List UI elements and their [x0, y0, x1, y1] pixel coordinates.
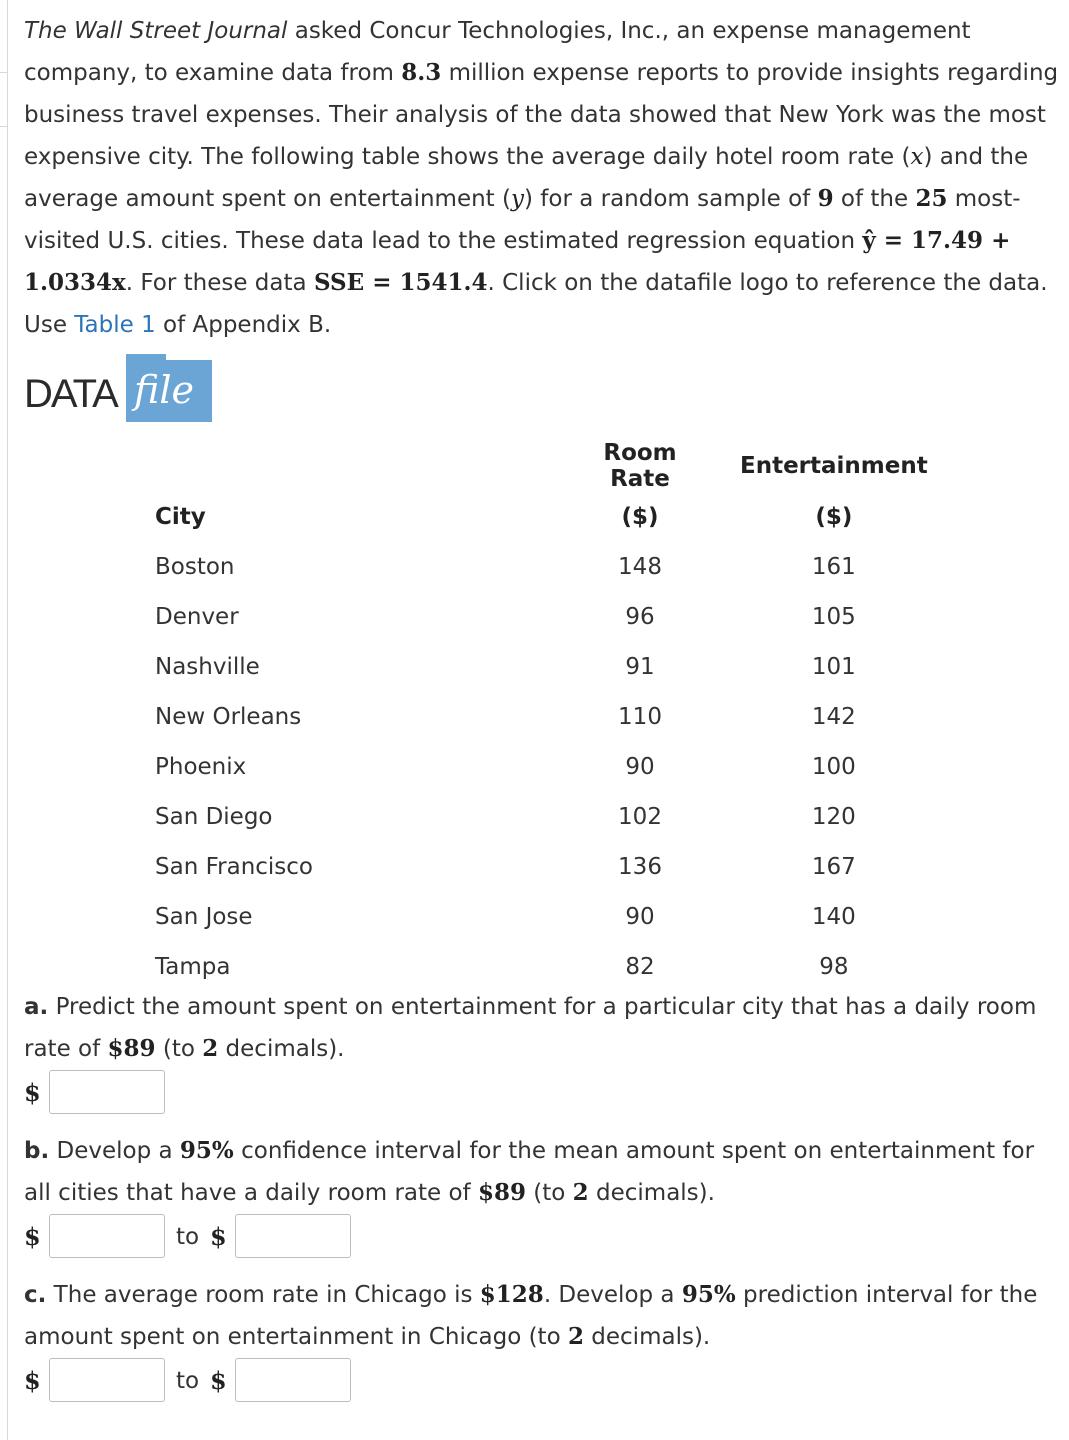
intro-text: . Click on the datafile logo to reference the data. Use	[24, 270, 1048, 338]
part-b-question	[24, 1130, 1054, 1214]
cell-room-rate: 136	[618, 854, 662, 880]
var-y: y	[511, 186, 524, 212]
table-row	[131, 892, 928, 942]
part-a-input[interactable]	[49, 1070, 165, 1114]
part-c-upper-input[interactable]	[235, 1358, 351, 1402]
part-text: (to	[525, 1180, 573, 1206]
cell-city: Phoenix	[155, 754, 247, 780]
intro-text: . For these data	[125, 270, 314, 296]
part-b-label: b.	[24, 1138, 50, 1164]
cell-room-rate: 96	[625, 604, 655, 630]
left-border-tick	[0, 72, 8, 73]
regression-equation: ŷ = 17.49 + 1.0334x	[24, 227, 1011, 296]
cell-entertainment: 100	[811, 754, 856, 780]
part-text: . Develop a	[543, 1282, 682, 1308]
part-c-label: c.	[24, 1282, 47, 1308]
to-label: to	[176, 1224, 200, 1250]
table-row	[131, 592, 928, 642]
intro-text: of Appendix B.	[155, 312, 332, 338]
cell-room-rate: 102	[618, 804, 662, 830]
question-content	[24, 10, 1064, 416]
header-empty	[131, 440, 575, 492]
intro-text: million expense reports to provide insights regarding business travel expenses. Their analysis of the data showed that New York was the most expensive city. The following table shows the average daily hotel room rate (	[24, 60, 1059, 170]
part-text: (to	[155, 1036, 203, 1062]
cell-city: New Orleans	[155, 704, 302, 730]
header-entertainment: Entertainment	[740, 453, 928, 479]
part-text: Develop a	[49, 1138, 180, 1164]
datafile-logo[interactable]	[24, 358, 234, 428]
dollar-sign: $	[210, 1222, 227, 1251]
decimals-value: 2	[572, 1179, 589, 1206]
part-a-label: a.	[24, 994, 49, 1020]
confidence-value: 95%	[179, 1137, 234, 1164]
part-c-question	[24, 1274, 1054, 1358]
dollar-sign: $	[24, 1366, 41, 1395]
table-row	[131, 692, 928, 742]
header-room-unit: ($)	[621, 504, 659, 530]
cell-entertainment: 120	[811, 804, 856, 830]
part-c-lower-input[interactable]	[49, 1358, 165, 1402]
dollar-sign: $	[24, 1078, 41, 1107]
header-room-rate: Room Rate	[603, 440, 677, 492]
cell-city: Tampa	[155, 954, 231, 980]
sse-value: SSE = 1541.4	[313, 269, 488, 296]
reports-count: 8.3	[401, 59, 442, 86]
part-b-upper-input[interactable]	[235, 1214, 351, 1258]
header-row-bottom	[131, 492, 928, 542]
cell-city: Boston	[155, 554, 235, 580]
part-text: decimals).	[588, 1180, 715, 1206]
cell-city: San Jose	[155, 904, 253, 930]
left-border-tick	[0, 126, 8, 127]
header-ent-unit: ($)	[815, 504, 853, 530]
intro-text: most-visited U.S. cities. These data lead to the estimated regression equation	[24, 186, 1021, 254]
part-text: decimals).	[218, 1036, 345, 1062]
part-a-question	[24, 986, 1054, 1070]
table-row	[131, 842, 928, 892]
part-text: Predict the amount spent on entertainment for a particular city that has a daily room rate of	[24, 994, 1037, 1062]
journal-name: The Wall Street Journal	[24, 18, 288, 44]
intro-text: ) and the average amount spent on entertainment (	[24, 144, 1029, 212]
cell-room-rate: 90	[625, 754, 655, 780]
to-label: to	[176, 1368, 200, 1394]
intro-text: of the	[833, 186, 916, 212]
datafile-data-text: DATA	[24, 372, 117, 416]
datafile-file-text: file	[134, 368, 194, 412]
intro-text: ) for a random sample of	[524, 186, 818, 212]
cell-entertainment: 142	[811, 704, 856, 730]
decimals-value: 2	[202, 1035, 219, 1062]
room-rate-value: $89	[107, 1035, 156, 1062]
part-text: The average room rate in Chicago is	[46, 1282, 480, 1308]
room-rate-value: $89	[477, 1179, 526, 1206]
part-text: decimals).	[583, 1324, 711, 1350]
header-row-top	[131, 440, 928, 492]
data-table	[131, 440, 928, 992]
cell-entertainment: 167	[811, 854, 856, 880]
cell-entertainment: 105	[811, 604, 856, 630]
cell-room-rate: 110	[618, 704, 662, 730]
cell-entertainment: 161	[811, 554, 856, 580]
table-row	[131, 742, 928, 792]
var-x: x	[910, 144, 924, 170]
cell-city: San Francisco	[155, 854, 314, 880]
part-text: prediction interval for the amount spent on entertainment in Chicago (to	[24, 1282, 1038, 1350]
dollar-sign: $	[210, 1366, 227, 1395]
part-text: confidence interval for the mean amount spent on entertainment for all cities that have a daily room rate of	[24, 1138, 1035, 1206]
cell-entertainment: 101	[811, 654, 856, 680]
decimals-value: 2	[567, 1323, 584, 1350]
sample-size: 9	[817, 185, 834, 212]
table-row	[131, 792, 928, 842]
cell-city: Nashville	[155, 654, 260, 680]
total-cities: 25	[915, 185, 948, 212]
table-row	[131, 542, 928, 592]
cell-city: Denver	[155, 604, 239, 630]
table-1-link[interactable]: Table 1	[74, 312, 156, 338]
cell-entertainment: 98	[819, 954, 849, 980]
part-b-lower-input[interactable]	[49, 1214, 165, 1258]
left-border	[7, 0, 8, 1440]
cell-room-rate: 91	[625, 654, 655, 680]
cell-city: San Diego	[155, 804, 273, 830]
cell-entertainment: 140	[811, 904, 856, 930]
table-row	[131, 642, 928, 692]
cell-room-rate: 90	[625, 904, 655, 930]
room-rate-value: $128	[479, 1281, 544, 1308]
dollar-sign: $	[24, 1222, 41, 1251]
table-row	[131, 942, 928, 992]
intro-text: asked Concur Technologies, Inc., an expense management company, to examine data from	[24, 18, 971, 86]
cell-room-rate: 148	[618, 554, 662, 580]
header-city: City	[155, 504, 206, 530]
intro-paragraph	[24, 10, 1064, 346]
confidence-value: 95%	[681, 1281, 736, 1308]
cell-room-rate: 82	[625, 954, 655, 980]
